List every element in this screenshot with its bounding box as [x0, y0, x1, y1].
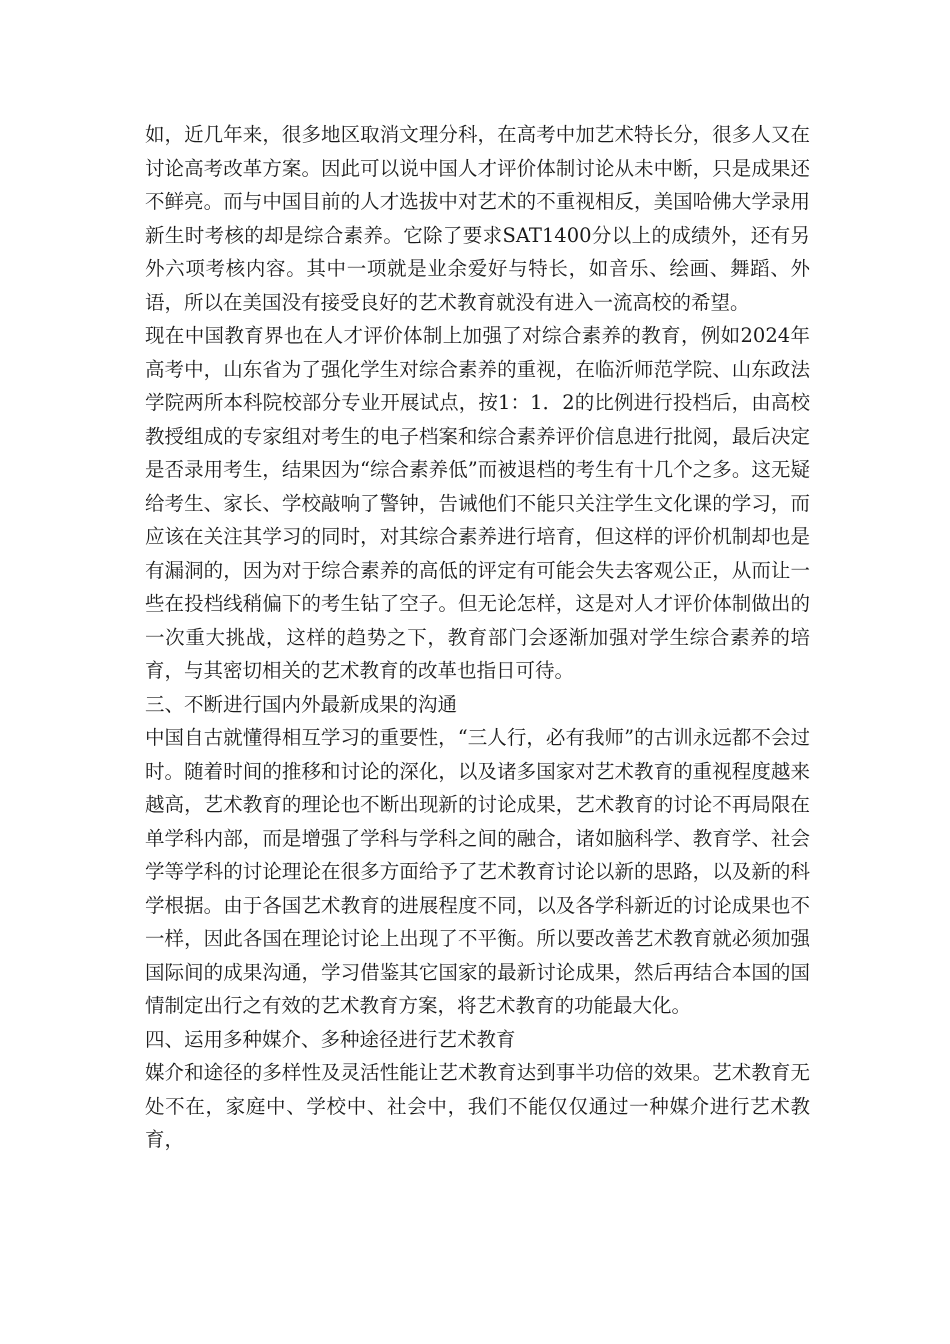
paragraph-media-and-channels: 媒介和途径的多样性及灵活性能让艺术教育达到事半功倍的效果。艺术教育无处不在，家庭中、学校中、社会中，我们不能仅仅通过一种媒介进行艺术教育，	[145, 1061, 810, 1151]
document-body	[145, 118, 810, 1157]
paragraph-comprehensive-quality-reform: 现在中国教育界也在人才评价体制上加强了对综合素养的教育，例如2024年高考中，山东省为了强化学生对综合素养的重视，在临沂师范学院、山东政法学院两所本科院校部分专业开展试点，按1：1．2的比例进行投档后，由高校教授组成的专家组对考生的电子档案和综合素养评价信息进行批阅，最后决定是否录用考生，结果因为“综合素养低”而被退档的考生有十几个之多。这无疑给考生、家长、学校敲响了警钟，告诫他们不能只关注学生文化课的学习，而应该在关注其学习的同时，对其综合素养进行培育，但这样的评价机制却也是有漏洞的，因为对于综合素养的高低的评定有可能会失去客观公正，从而让一些在投档线稍偏下的考生钻了空子。但无论怎样，这是对人才评价体制做出的一次重大挑战，这样的趋势之下，教育部门会逐渐加强对学生综合素养的培育，与其密切相关的艺术教育的改革也指日可待。	[145, 324, 810, 682]
paragraph-talent-evaluation-debate: 如，近几年来，很多地区取消文理分科，在高考中加艺术特长分，很多人又在讨论高考改革方案。因此可以说中国人才评价体制讨论从未中断，只是成果还不鲜亮。而与中国目前的人才选拔中对艺术的不重视相反，美国哈佛大学录用新生时考核的却是综合素养。它除了要求SAT1400分以上的成绩外，还有另外六项考核内容。其中一项就是业余爱好与特长，如音乐、绘画、舞蹈、外语，所以在美国没有接受良好的艺术教育就没有进入一流高校的希望。	[145, 123, 810, 314]
section-heading-4: 四、运用多种媒介、多种途径进行艺术教育	[145, 1027, 516, 1051]
paragraph-international-exchange: 中国自古就懂得相互学习的重要性，“三人行，必有我师”的古训永远都不会过时。随着时间的推移和讨论的深化，以及诸多国家对艺术教育的重视程度越来越高，艺术教育的理论也不断出现新的讨论成果，艺术教育的讨论不再局限在单学科内部，而是增强了学科与学科之间的融合，诸如脑科学、教育学、社会学等学科的讨论理论在很多方面给予了艺术教育讨论以新的思路，以及新的科学根据。由于各国艺术教育的进展程度不同，以及各学科新近的讨论成果也不一样，因此各国在理论讨论上出现了不平衡。所以要改善艺术教育就必须加强国际间的成果沟通，学习借鉴其它国家的最新讨论成果，然后再结合本国的国情制定出行之有效的艺术教育方案，将艺术教育的功能最大化。	[145, 726, 810, 1017]
section-heading-3: 三、不断进行国内外最新成果的沟通	[145, 692, 458, 716]
